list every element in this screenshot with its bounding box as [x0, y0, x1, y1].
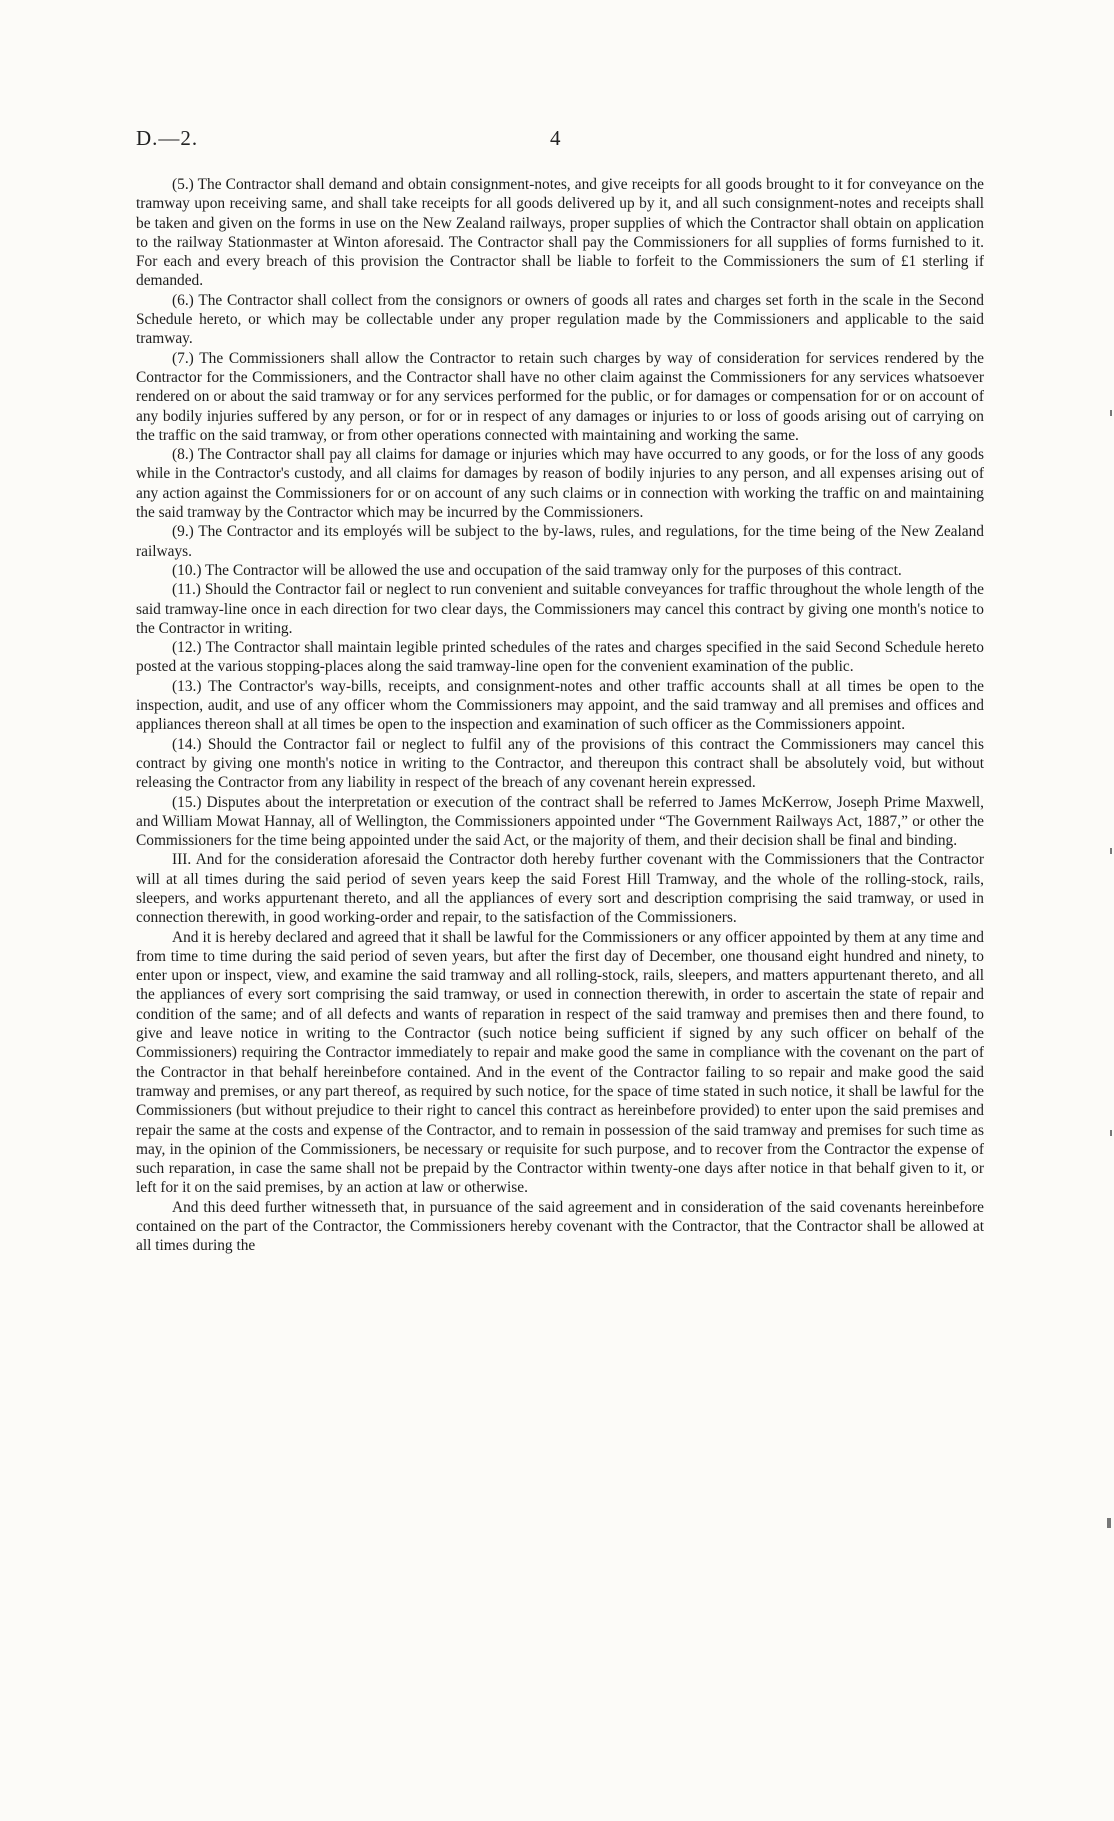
clause-11: (11.) Should the Contractor fail or neglect to run convenient and suitable conveyances for traffic throughout the whole length of the said tramway-line once in each direction for two clear days, the Commissioners may cancel this contract by giving one month's notice to the Contractor in writing.	[136, 581, 984, 637]
clause-8: (8.) The Contractor shall pay all claims for damage or injuries which may have occurred to any goods, or for the loss of any goods while in the Contractor's custody, and all claims for damages by reason of bodily injuries to any person, and all expenses arising out of any action against the Commissioners for or on account of any such claims or in connection with working the traffic on and maintaining the said tramway by the Contractor which may be incurred by the Commissioners.	[136, 446, 984, 522]
clause-13: (13.) The Contractor's way-bills, receipts, and consignment-notes and other traffic accounts shall at all times be open to the inspection, audit, and use of any officer whom the Commissioners may appoint, and the said tramway and all premises and offices and appliances thereon shall at all times be open to the inspection and examination of such officer as the Commissioners appoint.	[136, 677, 984, 734]
witnesseth-clause: And this deed further witnesseth that, in pursuance of the said agreement and in consideration of the said covenants hereinbefore contained on the part of the Contractor, the Commissioners hereby covenant with the Contractor, that the Contractor shall be allowed at all times during the	[136, 1198, 984, 1255]
clause-15: (15.) Disputes about the interpretation or execution of the contract shall be referred to James McKerrow, Joseph Prime Maxwell, and William Mowat Hannay, all of Wellington, the Commissioners appointed under “The Government Railways Act, 1887,” or other the Commissioners for the time being appointed under the said Act, or the majority of them, and their decision shall be final and binding.	[136, 793, 984, 850]
margin-mark	[1107, 1518, 1111, 1528]
page-number: 4	[550, 126, 561, 150]
document-code: D.—2.	[136, 126, 199, 150]
page-header	[136, 126, 984, 150]
clause-14: (14.) Should the Contractor fail or neglect to fulfil any of the provisions of this contract the Commissioners may cancel this contract by giving one month's notice in writing to the Contractor, and thereupon this contract shall be absolutely void, but without releasing the Contractor from any liability in respect of the breach of any covenant herein expressed.	[136, 735, 984, 792]
clause-7: (7.) The Commissioners shall allow the Contractor to retain such charges by way of consideration for services rendered by the Contractor for the Commissioners, and the Contractor shall have no other claim against the Commissioners for any services whatsoever rendered on or about the said tramway or for any services performed for the public, or for damages or compensation for or on account of any bodily injuries suffered by any person, or for or in respect of any damages or injuries to or loss of goods arising out of carrying on the traffic on the said tramway, or from other operations connected with maintaining and working the same.	[136, 349, 984, 444]
margin-mark	[1110, 848, 1112, 854]
margin-mark	[1110, 410, 1112, 416]
clause-10: (10.) The Contractor will be allowed the use and occupation of the said tramway only for the purposes of this contract.	[172, 561, 902, 579]
clause-5: (5.) The Contractor shall demand and obtain consignment-notes, and give receipts for all goods brought to it for conveyance on the tramway upon receiving same, and shall take receipts for all goods delivered up by it, and all such consignment-notes and receipts shall be taken and given on the forms in use on the New Zealand railways, proper supplies of which the Contractor shall obtain on application to the railway Stationmaster at Winton aforesaid. The Contractor shall pay the Commissioners for all supplies of forms furnished to it. For each and every breach of this provision the Contractor shall be liable to forfeit to the Commissioners the sum of £1 sterling if demanded.	[136, 176, 984, 290]
section-iii: III. And for the consideration aforesaid the Contractor doth hereby further covenant with the Commissioners that the Contractor will at all times during the said period of seven years keep the said Forest Hill Tramway, and the whole of the rolling-stock, rails, sleepers, and works appurtenant thereto, and all the appliances of every sort and description comprising the said tramway, or used in connection therewith, in good working-order and repair, to the satisfaction of the Commissioners.	[136, 851, 984, 927]
clause-6: (6.) The Contractor shall collect from the consignors or owners of goods all rates and charges set forth in the scale in the Second Schedule hereto, or which may be collectable under any proper regulation made by the Commissioners and applicable to the said tramway.	[136, 291, 984, 348]
document-body	[136, 175, 984, 1256]
clause-12: (12.) The Contractor shall maintain legible printed schedules of the rates and charges specified in the said Second Schedule hereto posted at the various stopping-places along the said tramway-line open for the convenient examination of the public.	[136, 639, 984, 676]
inspection-clause: And it is hereby declared and agreed that it shall be lawful for the Commissioners or any officer appointed by them at any time and from time to time during the said period of seven years, but after the first day of December, one thousand eight hundred and ninety, to enter upon or inspect, view, and examine the said tramway and all rolling-stock, rails, sleepers, and matters appurtenant thereto, and all the appliances of every sort comprising the said tramway, or used in connection therewith, in order to ascertain the state of repair and condition of the same; and of all defects and wants of reparation in respect of the said tramway and premises then and there found, to give and leave notice in writing to the Contractor (such notice being sufficient if signed by any such officer on behalf of the Commissioners) requiring the Contractor immediately to repair and make good the same in compliance with the covenant on the part of the Contractor in that behalf hereinbefore contained. And in the event of the Contractor failing to so repair and make good the said tramway and premises, or any part thereof, as required by such notice, for the space of time stated in such notice, it shall be lawful for the Commissioners (but without prejudice to their right to cancel this contract as hereinbefore provided) to enter upon the said premises and repair the same at the costs and expense of the Contractor, and to remain in possession of the said tramway and premises for such time as may, in the opinion of the Commissioners, be necessary or requisite for such purpose, and to recover from the Contractor the expense of such reparation, in case the same shall not be prepaid by the Contractor within twenty-one days after notice in that behalf given to it, or left for it on the said premises, by an action at law or otherwise.	[136, 928, 984, 1197]
clause-9: (9.) The Contractor and its employés will be subject to the by-laws, rules, and regulations, for the time being of the New Zealand railways.	[136, 523, 984, 560]
margin-mark	[1110, 1130, 1112, 1136]
